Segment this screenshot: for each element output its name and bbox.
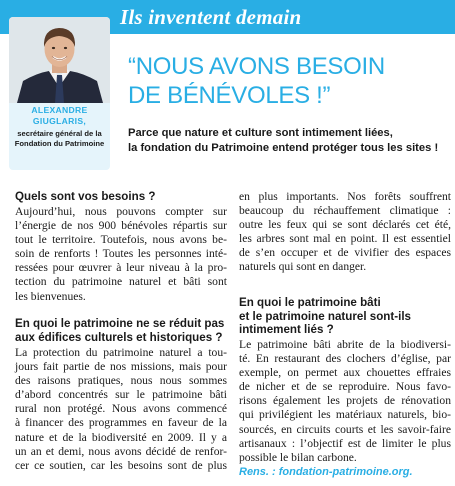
headline-quote [128,52,448,110]
text-line: de s’en occuper et de vivifier des espaces [239,246,451,260]
text-line: beaucoup du réchauffement climatique : [239,204,451,218]
heading-line: En quoi le patrimoine ne se réduit pas [15,317,225,330]
text-line: à financer des programmes en faveur de la [15,416,227,430]
person-name-line: GIUGLARIS, [32,116,87,126]
quote-line: DE BÉNÉVOLES !” [128,82,331,109]
text-line: Le patrimoine bâti abrite de la biodiversi- [239,338,451,351]
text-line: de nicher et de se reproduire. Nous favo- [239,380,451,394]
text-line: risons également les projets de rénovation [239,394,451,408]
text-line: tection du patrimoine naturel et bâti sont [15,275,227,289]
banner-title: Ils inventent demain [120,5,302,29]
info-link[interactable]: Rens. : fondation-patrimoine.org. [239,465,413,478]
answer-paragraph [15,205,227,304]
text-line: soin de renforts ! Toutes les personnes inté- [15,247,227,261]
intro-lead [128,126,450,156]
text-line: tout le territoire. Toutefois, nous avons be- [15,233,227,247]
question-heading [15,317,224,344]
text-line: naturels qui sont en danger. [239,260,367,274]
text-line: en plus importants. Nos forêts souffrent [239,190,451,203]
text-line: ressées pour œuvrer à leur niveau à la pro- [15,261,227,275]
text-line: outre les feux qui se sont déclarés cet été, [239,218,451,232]
text-line: nature et de la biodiversité en 2009. Il y a [15,430,227,444]
text-line: artisanaux : l’objectif est de limiter le plus [239,436,451,450]
person-role-line: Fondation du Patrimoine [14,139,105,148]
text-line: les bienvenues. [15,289,86,303]
question-heading [239,296,411,337]
heading-line: aux édifices culturels et historiques ? [15,330,223,344]
text-line: té. En restaurant des clochers d’église, par [239,352,451,366]
text-line: les arbres sont mal en point. Il est essentiel [239,232,451,246]
text-line: un an et demi, nous avons décidé de renfor- [15,444,227,458]
text-line: Aujourd’hui, nous pouvons compter sur [15,205,227,218]
heading-line: Quels sont vos besoins ? [15,190,156,203]
person-role-line: secrétaire général de la [17,129,102,138]
heading-line: En quoi le patrimoine bâti [239,296,381,309]
text-line: sourcés, en circuits courts et les savoir-faire [239,422,451,436]
text-line: possible le bilan carbone. [239,450,357,464]
question-heading [15,190,155,204]
text-line: qui privilégient les matériaux naturels, bio- [239,408,451,422]
person-name [9,105,110,127]
answer-paragraph [239,338,451,479]
text-line: d’abord concentrés sur le patrimoine bâti [15,388,227,402]
text-line: jours fait partie de nos missions, mais pour [15,360,227,374]
text-line: exemple, on permet aux chouettes effraies [239,366,451,380]
text-line: cer ce soutien, car les besoins sont de plus [15,458,227,472]
text-line: l’énergie de nos 900 bénévoles répartis sur [15,219,227,233]
text-line: La protection du patrimoine naturel a tou- [15,346,227,359]
portrait-photo [9,17,110,103]
intro-line: la fondation du Patrimoine entend protéger tous les sites ! [128,142,439,154]
text-line: rural non protégé. Nous avons commencé [15,402,227,416]
quote-line: “NOUS AVONS BESOIN [128,53,385,80]
person-role [9,129,110,149]
intro-line: Parce que nature et culture sont intimement liées, [128,127,393,139]
answer-paragraph [15,346,227,473]
heading-line: intimement liés ? [239,323,334,336]
portrait-illustration [9,17,110,103]
heading-line: et le patrimoine naturel sont-ils [239,309,412,323]
text-line: des raisons pratiques, nous nous sommes [15,374,227,388]
person-name-line: ALEXANDRE [31,105,88,115]
answer-paragraph-continued [239,190,451,275]
